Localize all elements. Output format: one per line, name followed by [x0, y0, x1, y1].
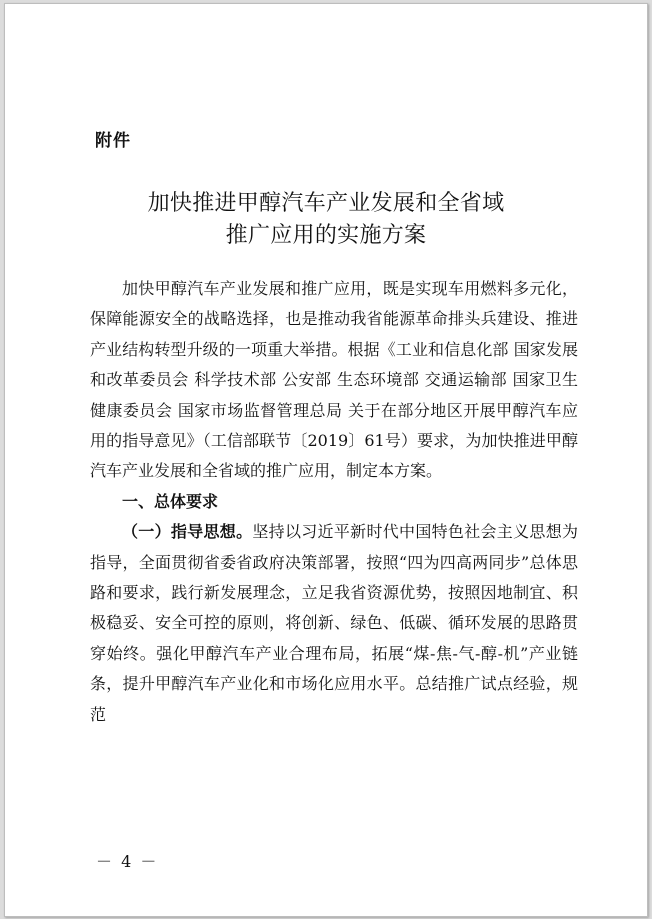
page-number: － 4 －: [96, 852, 159, 871]
subsection-text: 坚持以习近平新时代中国特色社会主义思想为指导，全面贯彻省委省政府决策部署，按照“四为四高两同步”总体思路和要求，践行新发展理念，立足我省资源优势，按照因地制宜、积极稳妥、安全可控的原则，将创新、绿色、低碳、循环发展的思路贯穿始终。强化甲醇汽车产业合理布局，拓展“煤-焦-气-醇-机”产业链条，提升甲醇汽车产业化和市场化应用水平。总结推广试点经验，规范: [90, 522, 578, 724]
guiding-ideology-paragraph: [90, 517, 578, 730]
document-body: [90, 274, 578, 730]
section-heading: 一、总体要求: [122, 491, 219, 511]
document-title-line-1: 加快推进甲醇汽车产业发展和全省域: [147, 191, 505, 216]
intro-paragraph: 加快甲醇汽车产业发展和推广应用，既是实现车用燃料多元化，保障能源安全的战略选择，也是推动我省能源革命排头兵建设、推进产业结构转型升级的一项重大举措。根据《工业和信息化部 国家发展和改革委员会 科学技术部 公安部 生态环境部 交通运输部 国家卫生健康委员会 国家市场监督管理总局 关于在部分地区开展甲醇汽车应用的指导意见》（工信部联节〔2019〕61号）要求，为加快推进甲醇汽车产业发展和全省域的推广应用，制定本方案。: [90, 279, 578, 481]
subsection-lead: （一）指导思想。: [122, 522, 253, 542]
document-title-line-2: 推广应用的实施方案: [225, 223, 427, 248]
attachment-label: 附件: [95, 131, 131, 151]
